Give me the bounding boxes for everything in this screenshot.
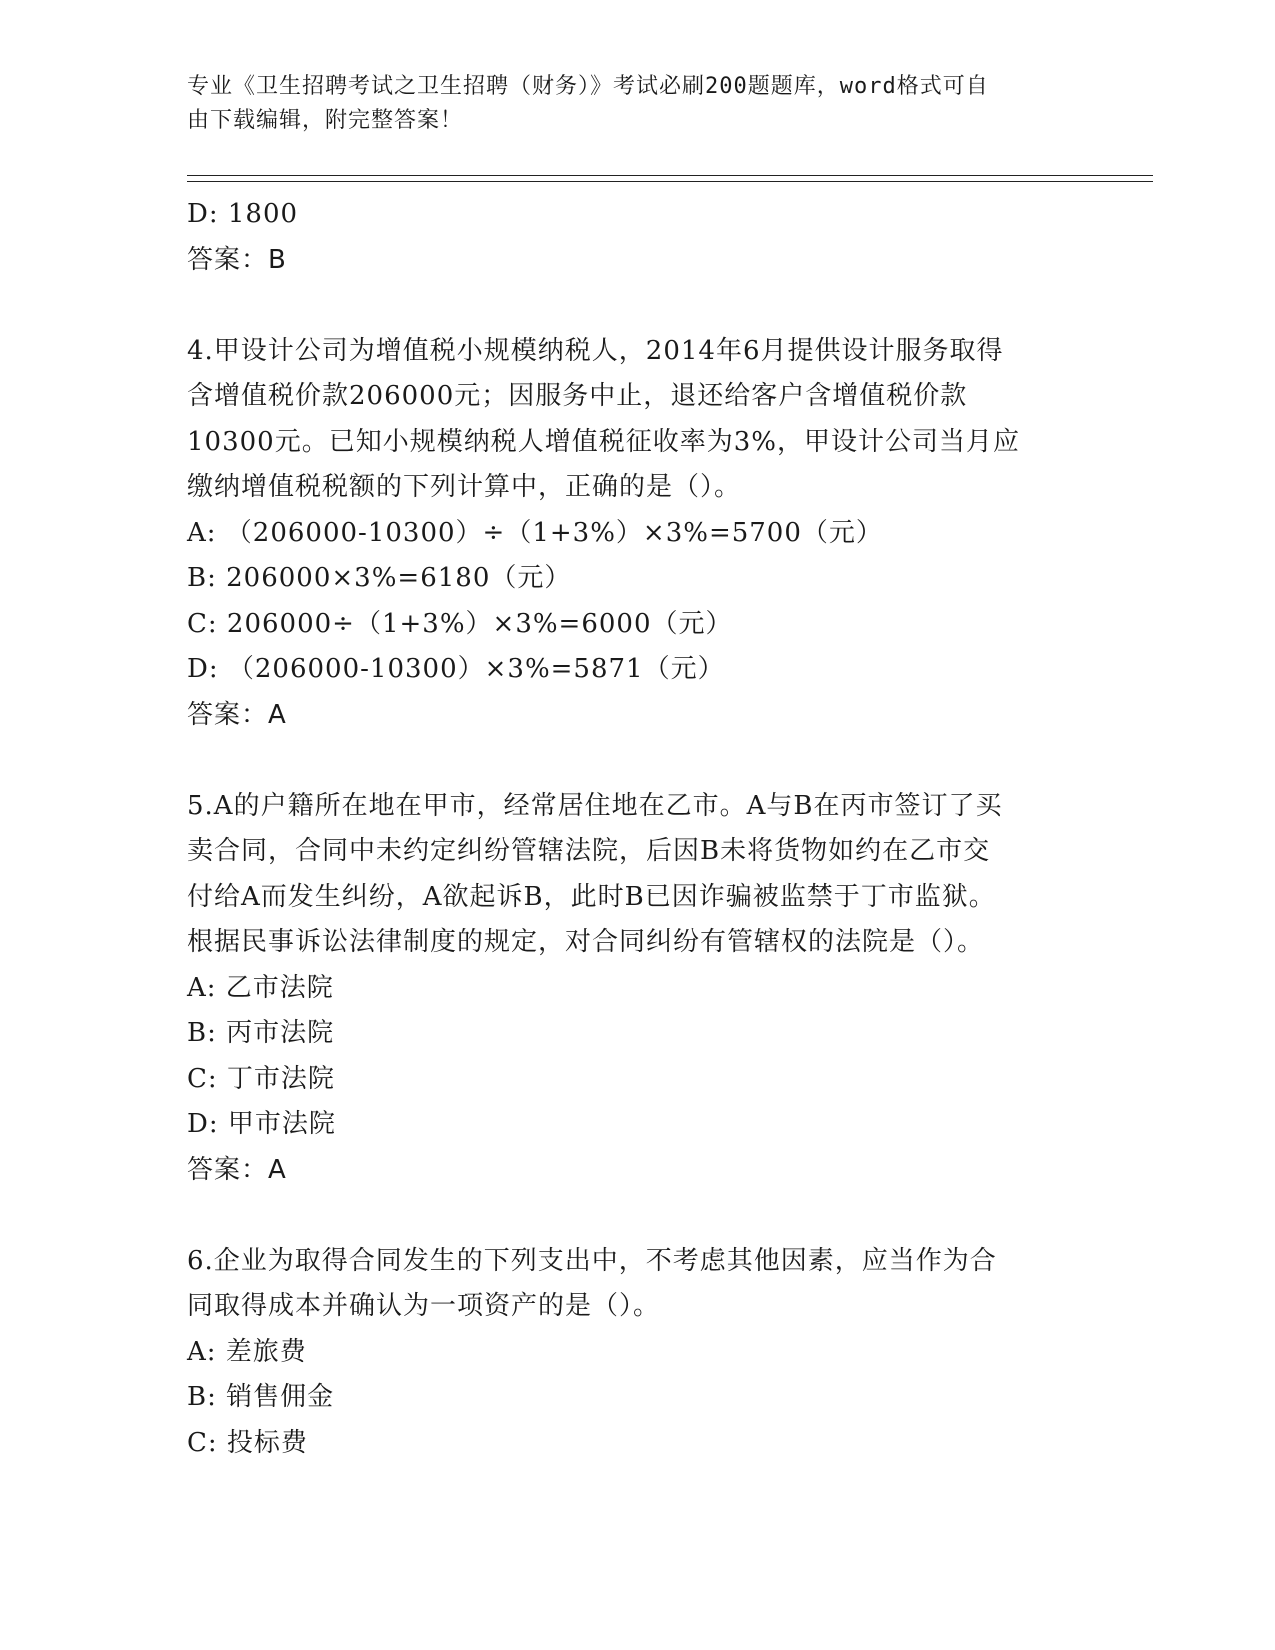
- question-5: [187, 784, 1087, 1194]
- q6-option-b: B: 销售佣金: [187, 1382, 335, 1412]
- q4-option-c: C: 206000÷（1+3%）×3%=6000（元）: [187, 608, 733, 639]
- header-divider-bottom: [187, 181, 1153, 182]
- q3-answer: 答案：B: [187, 244, 287, 275]
- header-line-2: 由下载编辑，附完整答案！: [187, 108, 464, 133]
- question-4: [187, 329, 1087, 739]
- header-line-1: 专业《卫生招聘考试之卫生招聘（财务）》考试必刷200题题库，word格式可自: [187, 74, 989, 99]
- q4-stem-line: 含增值税价款206000元；因服务中止，退还给客户含增值税价款: [187, 381, 968, 411]
- q5-option-d: D: 甲市法院: [187, 1109, 336, 1139]
- q4-answer: 答案：A: [187, 699, 287, 730]
- q5-stem-line: 根据民事诉讼法律制度的规定，对合同纠纷有管辖权的法院是（）。: [187, 927, 985, 957]
- q6-stem-line: 同取得成本并确认为一项资产的是（）。: [187, 1291, 661, 1321]
- q4-option-d: D: （206000-10300）×3%=5871（元）: [187, 654, 725, 684]
- q5-option-b: B: 丙市法院: [187, 1018, 335, 1048]
- q5-stem-line: 卖合同，合同中未约定纠纷管辖法院，后因B未将货物如约在乙市交: [187, 836, 991, 866]
- q4-option-a: A: （206000-10300）÷（1+3%）×3%=5700（元）: [187, 517, 883, 548]
- q4-option-b: B: 206000×3%=6180（元）: [187, 563, 572, 593]
- q5-option-a: A: 乙市法院: [187, 972, 334, 1003]
- q5-stem-line: 5.A的户籍所在地在甲市，经常居住地在乙市。A与B在丙市签订了买: [187, 790, 1003, 821]
- question-list: [187, 192, 1087, 1466]
- q6-option-a: A: 差旅费: [187, 1336, 307, 1367]
- q4-stem-line: 缴纳增值税税额的下列计算中，正确的是（）。: [187, 472, 742, 502]
- header-divider-top: [187, 175, 1153, 176]
- q6-option-c: C: 投标费: [187, 1427, 308, 1458]
- q5-option-c: C: 丁市法院: [187, 1063, 335, 1094]
- document-header: [187, 70, 1087, 138]
- q6-stem-line: 6.企业为取得合同发生的下列支出中，不考虑其他因素，应当作为合: [187, 1245, 997, 1276]
- q5-stem-line: 付给A而发生纠纷，A欲起诉B，此时B已因诈骗被监禁于丁市监狱。: [187, 881, 996, 912]
- q5-answer: 答案：A: [187, 1154, 287, 1185]
- q4-stem-line: 4.甲设计公司为增值税小规模纳税人，2014年6月提供设计服务取得: [187, 335, 1004, 366]
- q3-option-d: D: 1800: [187, 199, 299, 229]
- question-3-tail: [187, 192, 1087, 283]
- q4-stem-line: 10300元。已知小规模纳税人增值税征收率为3%，甲设计公司当月应: [187, 426, 1020, 457]
- question-6: [187, 1239, 1087, 1467]
